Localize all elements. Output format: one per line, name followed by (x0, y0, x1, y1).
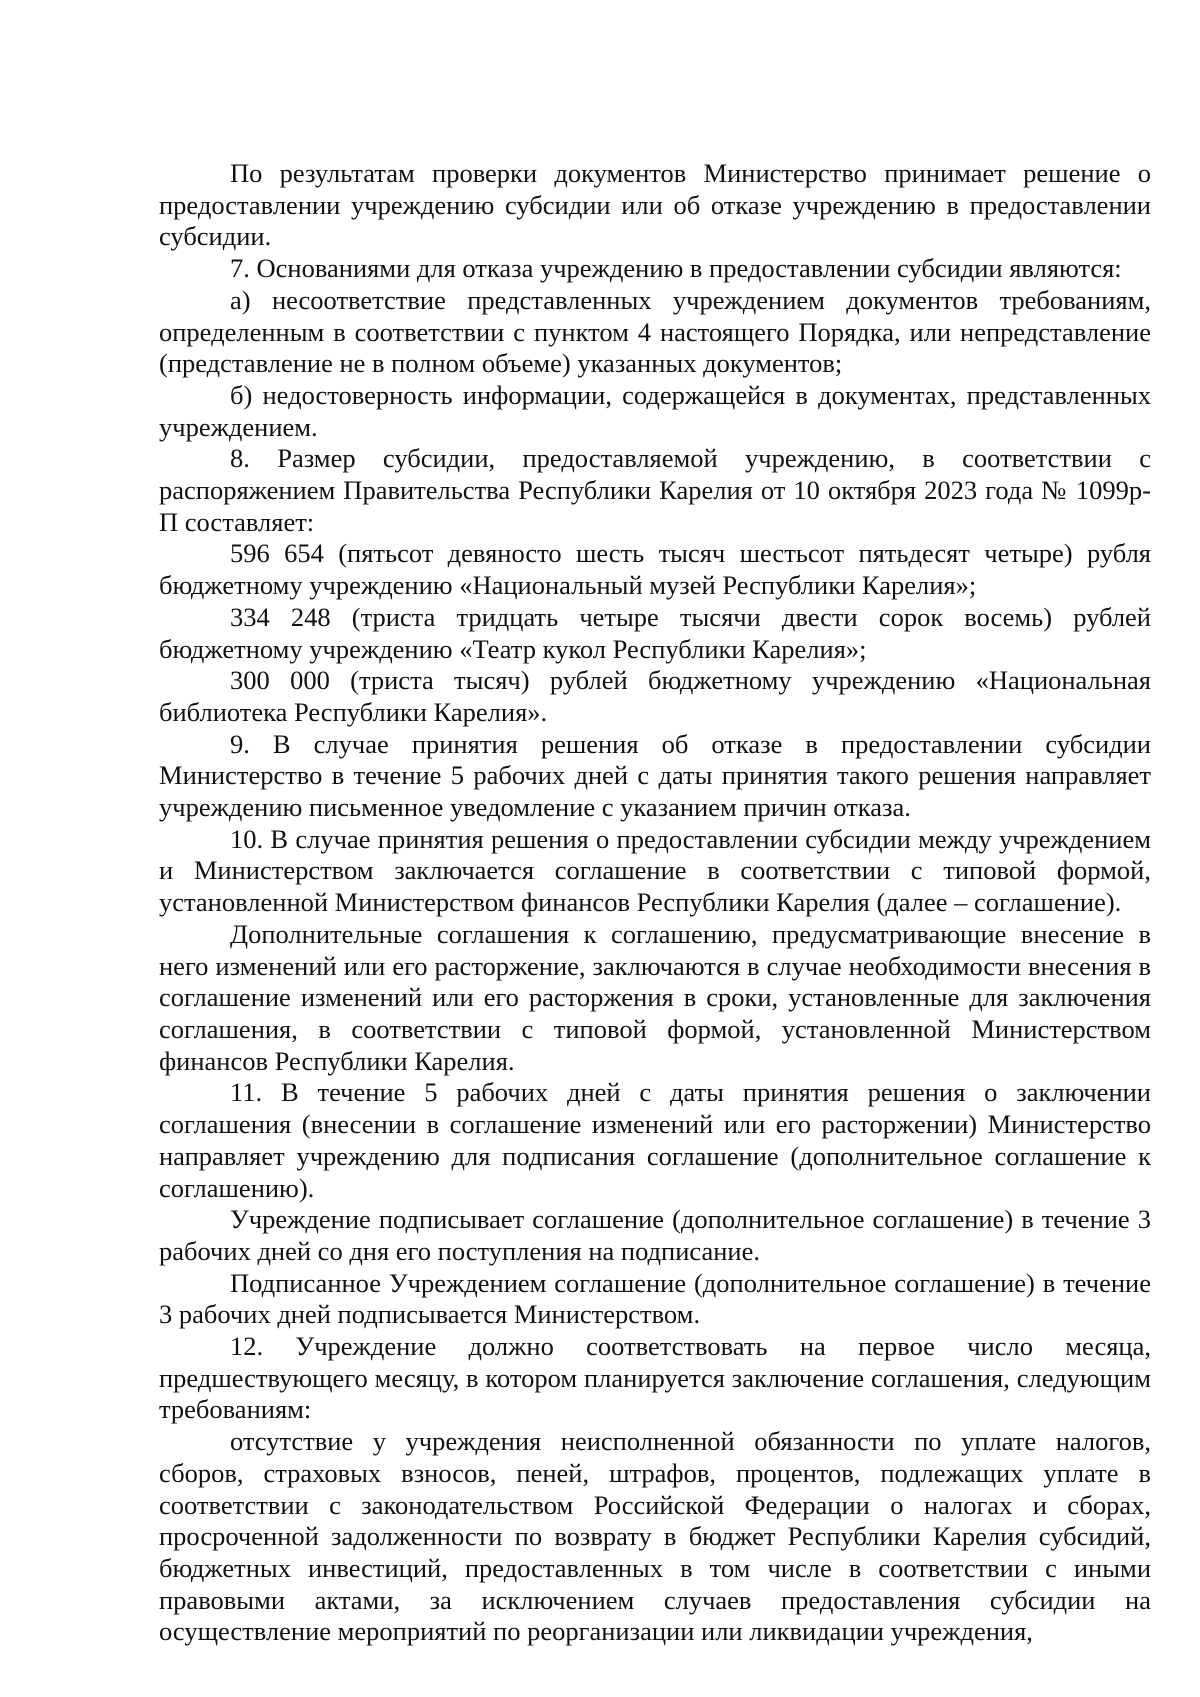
paragraph-subsidy-theatre: 334 248 (триста тридцать четыре тысячи двести сорок восемь) рублей бюджетному учреждению «Театр кукол Республики Карелия»; (159, 601, 1151, 664)
paragraph-signing-institution: Учреждение подписывает соглашение (дополнительное соглашение) в течение 3 рабочих дней со дня его поступления на подписание. (159, 1204, 1151, 1266)
paragraph-item-11: 11. В течение 5 рабочих дней с даты принятия решения о заключении соглашения (внесении в соглашение изменений или его расторжении) Министерство направляет учреждению для подписания соглашение (дополнительное соглашение к соглашению). (159, 1077, 1151, 1203)
paragraph-subsidy-museum: 596 654 (пятьсот девяносто шесть тысяч шестьсот пятьдесят четыре) рубля бюджетному учреждению «Национальный музей Республики Карелия»; (159, 538, 1151, 601)
paragraph-item-7a: а) несоответствие представленных учреждением документов требованиям, определенным в соответствии с пунктом 4 настоящего Порядка, или непредставление (представление не в полном объеме) указанных документов; (159, 284, 1151, 379)
paragraph-item-7: 7. Основаниями для отказа учреждению в предоставлении субсидии являются: (230, 253, 1122, 284)
paragraph-additional-agreements: Дополнительные соглашения к соглашению, предусматривающие внесение в него изменений или его расторжение, заключаются в случае необходимости внесения в соглашение изменений или его расторжения в сроки, установленные для заключения соглашения, в соответствии с типовой формой, установленной Министерством финансов Республики Карелия. (159, 918, 1151, 1076)
paragraph-requirement-no-debt: отсутствие у учреждения неисполненной обязанности по уплате налогов, сборов, страховых взносов, пеней, штрафов, процентов, подлежащих уплате в соответствии с законодательством Российской Федерации о налогах и сборах, просроченной задолженности по возврату в бюджет Республики Карелия субсидий, бюджетных инвестиций, предоставленных в том числе в соответствии с иными правовыми актами, за исключением случаев предоставления субсидии на осуществление мероприятий по реорганизации или ликвидации учреждения, (159, 1426, 1151, 1647)
paragraph-item-10: 10. В случае принятия решения о предоставлении субсидии между учреждением и Министерством заключается соглашение в соответствии с типовой формой, установленной Министерством финансов Республики Карелия (далее – соглашение). (159, 823, 1151, 918)
paragraph-item-9: 9. В случае принятия решения об отказе в предоставлении субсидии Министерство в течение 5 рабочих дней с даты принятия такого решения направляет учреждению письменное уведомление с указанием причин отказа. (159, 728, 1151, 823)
paragraph-signing-ministry: Подписанное Учреждением соглашение (дополнительное соглашение) в течение 3 рабочих дней подписывается Министерством. (159, 1267, 1151, 1330)
paragraph-item-12: 12. Учреждение должно соответствовать на первое число месяца, предшествующего месяцу, в котором планируется заключение соглашения, следующим требованиям: (159, 1331, 1151, 1425)
paragraph-item-7b: б) недостоверность информации, содержащейся в документах, представленных учреждением. (159, 379, 1151, 442)
paragraph-subsidy-library: 300 000 (триста тысяч) рублей бюджетному учреждению «Национальная библиотека Республики Карелия». (159, 665, 1151, 727)
paragraph-decision: По результатам проверки документов Министерство принимает решение о предоставлении учреждению субсидии или об отказе учреждению в предоставлении субсидии. (159, 158, 1151, 252)
document-body (159, 158, 1151, 1648)
paragraph-item-8: 8. Размер субсидии, предоставляемой учреждению, в соответствии с распоряжением Правительства Республики Карелия от 10 октября 2023 года № 1099р-П составляет: (159, 443, 1151, 537)
